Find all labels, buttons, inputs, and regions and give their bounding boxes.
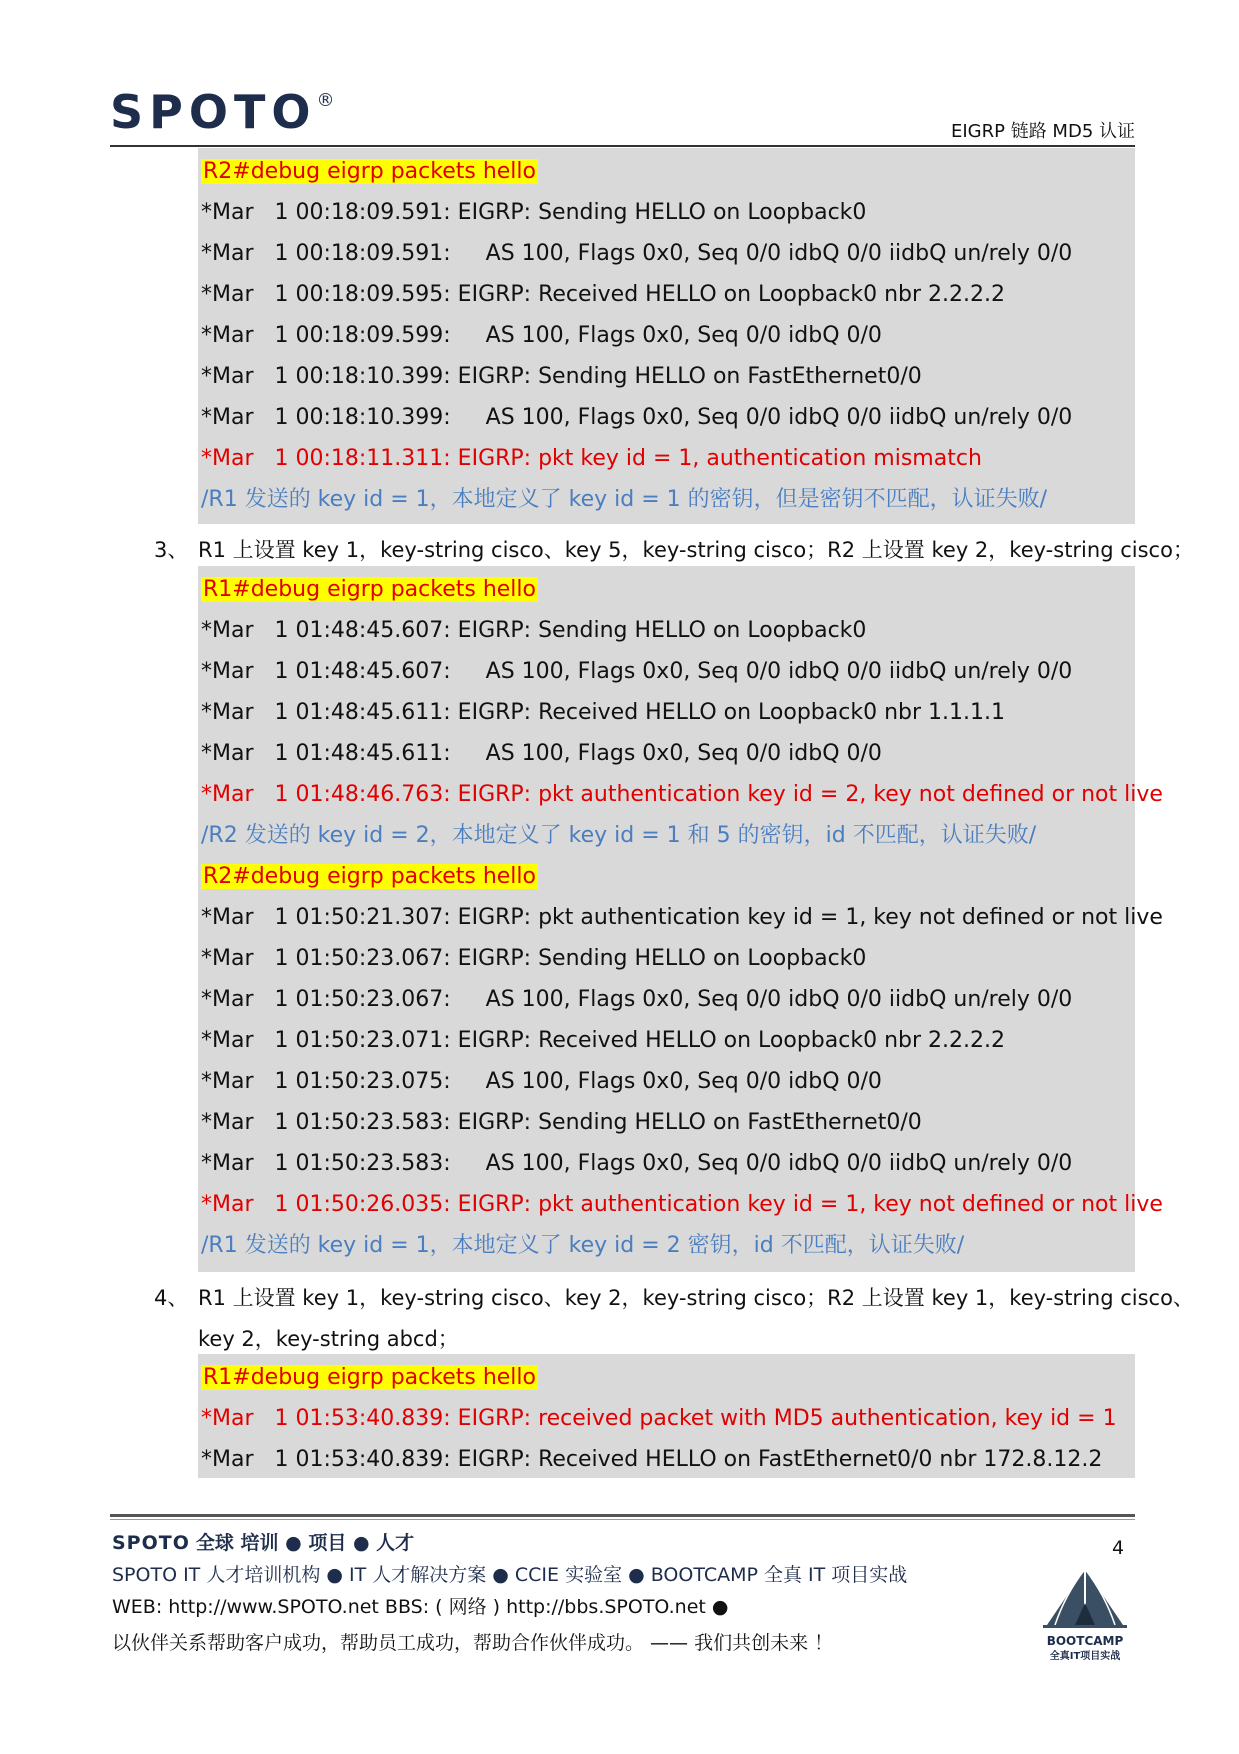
code-block-1	[198, 148, 1135, 524]
header-divider	[110, 145, 1135, 147]
item-text: R1 上设置 key 1，key-string cisco、key 5，key-string cisco；R2 上设置 key 2，key-string cisco；	[198, 538, 1194, 562]
log-line: *Mar 1 01:50:23.067: EIGRP: Sending HELLO on Loopback0	[201, 946, 867, 971]
log-line: *Mar 1 00:18:09.599: AS 100, Flags 0x0, Seq 0/0 idbQ 0/0	[201, 323, 882, 348]
log-line: *Mar 1 00:18:10.399: EIGRP: Sending HELLO on FastEthernet0/0	[201, 364, 922, 389]
log-line: *Mar 1 01:50:21.307: EIGRP: pkt authentication key id = 1, key not defined or not live	[201, 905, 1163, 930]
footer-links: WEB: http://www.SPOTO.net BBS: ( 网络 ) http://bbs.SPOTO.net ●	[112, 1596, 729, 1618]
bootcamp-badge	[1035, 1565, 1135, 1665]
code-block-3	[198, 1354, 1135, 1478]
list-item-3	[154, 533, 1194, 567]
footer-tagline-text: 全球 培训 ● 项目 ● 人才	[195, 1532, 415, 1554]
page-number: 4	[1112, 1537, 1125, 1559]
footer-divider-thin	[110, 1519, 1135, 1520]
footer-tagline	[112, 1528, 414, 1555]
list-item-4	[154, 1281, 1194, 1357]
footer-divider	[110, 1514, 1135, 1517]
log-line: *Mar 1 01:48:45.607: EIGRP: Sending HELLO on Loopback0	[201, 618, 867, 643]
log-line: *Mar 1 01:53:40.839: EIGRP: Received HELLO on FastEthernet0/0 nbr 172.8.12.2	[201, 1447, 1103, 1472]
item-text: R1 上设置 key 1，key-string cisco、key 2，key-string cisco；R2 上设置 key 1，key-string cisco、	[198, 1286, 1194, 1310]
log-line: *Mar 1 01:48:45.611: AS 100, Flags 0x0, Seq 0/0 idbQ 0/0	[201, 741, 882, 766]
log-line: *Mar 1 00:18:10.399: AS 100, Flags 0x0, Seq 0/0 idbQ 0/0 iidbQ un/rely 0/0	[201, 405, 1073, 430]
code-block-2	[198, 566, 1163, 1272]
item-text-continued: key 2，key-string abcd；	[198, 1327, 459, 1351]
document-title: EIGRP 链路 MD5 认证	[951, 121, 1135, 142]
comment-line: /R1 发送的 key id = 1，本地定义了 key id = 2 密钥，id 不匹配，认证失败/	[201, 1233, 965, 1258]
log-line: *Mar 1 01:50:23.071: EIGRP: Received HELLO on Loopback0 nbr 2.2.2.2	[201, 1028, 1005, 1053]
error-log-line: *Mar 1 01:50:26.035: EIGRP: pkt authentication key id = 1, key not defined or not live	[201, 1192, 1163, 1217]
footer-services: SPOTO IT 人才培训机构 ● IT 人才解决方案 ● CCIE 实验室 ● BOOTCAMP 全真 IT 项目实战	[112, 1564, 908, 1586]
item-number: 4、	[154, 1286, 189, 1310]
log-line: *Mar 1 01:48:45.611: EIGRP: Received HELLO on Loopback0 nbr 1.1.1.1	[201, 700, 1005, 725]
footer-brand: SPOTO	[112, 1532, 190, 1554]
error-log-line: *Mar 1 01:48:46.763: EIGRP: pkt authentication key id = 2, key not defined or not live	[201, 782, 1163, 807]
command-line: R1#debug eigrp packets hello	[203, 1365, 536, 1390]
log-line: *Mar 1 00:18:09.595: EIGRP: Received HELLO on Loopback0 nbr 2.2.2.2	[201, 282, 1005, 307]
log-line: *Mar 1 01:50:23.075: AS 100, Flags 0x0, Seq 0/0 idbQ 0/0	[201, 1069, 882, 1094]
command-line: R2#debug eigrp packets hello	[203, 159, 536, 184]
log-line: *Mar 1 01:50:23.583: EIGRP: Sending HELLO on FastEthernet0/0	[201, 1110, 922, 1135]
log-line: *Mar 1 01:50:23.583: AS 100, Flags 0x0, Seq 0/0 idbQ 0/0 iidbQ un/rely 0/0	[201, 1151, 1073, 1176]
log-line: *Mar 1 01:50:23.067: AS 100, Flags 0x0, Seq 0/0 idbQ 0/0 iidbQ un/rely 0/0	[201, 987, 1073, 1012]
log-line: *Mar 1 00:18:09.591: EIGRP: Sending HELLO on Loopback0	[201, 200, 867, 225]
command-line: R2#debug eigrp packets hello	[203, 864, 536, 889]
error-log-line: *Mar 1 01:53:40.839: EIGRP: received packet with MD5 authentication, key id = 1	[201, 1406, 1117, 1431]
page-header	[110, 85, 1135, 147]
svg-text:全真IT项目实战: 全真IT项目实战	[1049, 1651, 1121, 1662]
spoto-logo: SPOTO®	[110, 85, 335, 139]
comment-line: /R2 发送的 key id = 2，本地定义了 key id = 1 和 5 的密钥，id 不匹配，认证失败/	[201, 823, 1037, 848]
bootcamp-tent-icon	[1035, 1565, 1135, 1665]
log-line: *Mar 1 00:18:09.591: AS 100, Flags 0x0, Seq 0/0 idbQ 0/0 iidbQ un/rely 0/0	[201, 241, 1073, 266]
error-log-line: *Mar 1 00:18:11.311: EIGRP: pkt key id = 1, authentication mismatch	[201, 446, 982, 471]
comment-line: /R1 发送的 key id = 1，本地定义了 key id = 1 的密钥，但是密钥不匹配，认证失败/	[201, 487, 1048, 512]
footer-slogan: 以伙伴关系帮助客户成功，帮助员工成功，帮助合作伙伴成功。 —— 我们共创未来 ！	[112, 1632, 834, 1654]
item-number: 3、	[154, 538, 189, 562]
log-line: *Mar 1 01:48:45.607: AS 100, Flags 0x0, Seq 0/0 idbQ 0/0 iidbQ un/rely 0/0	[201, 659, 1073, 684]
command-line: R1#debug eigrp packets hello	[203, 577, 536, 602]
svg-text:BOOTCAMP: BOOTCAMP	[1046, 1634, 1124, 1648]
